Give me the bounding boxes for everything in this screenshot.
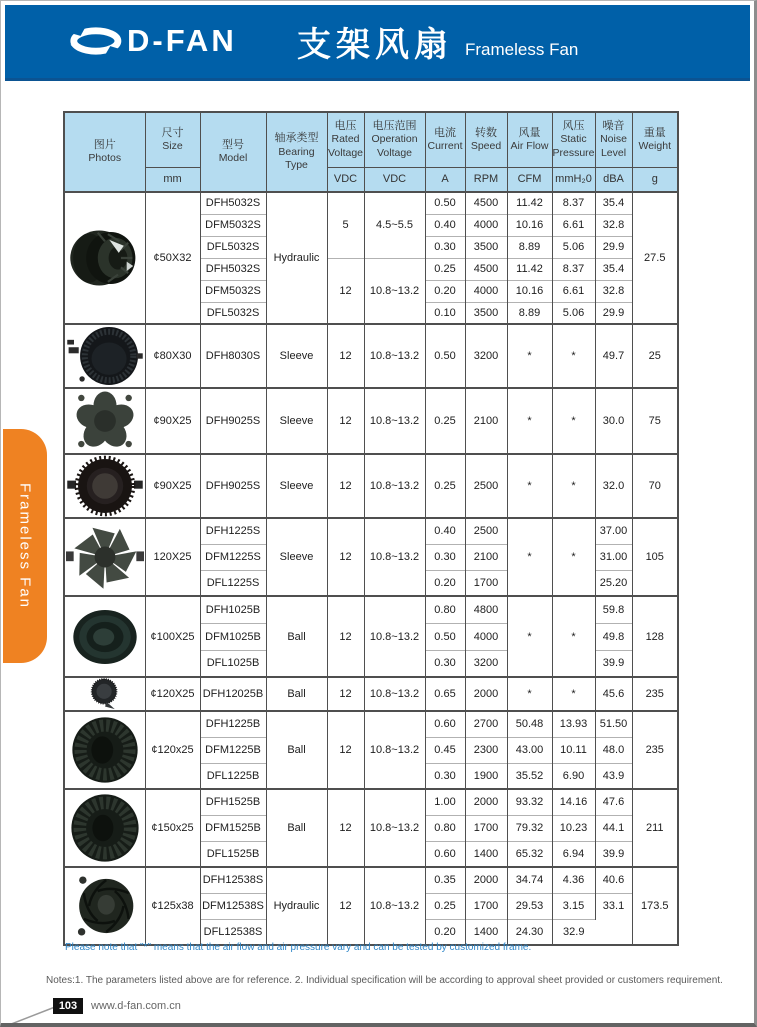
static-pressure-cell: 3.15 (552, 893, 595, 919)
spec-row (64, 867, 678, 893)
static-pressure-cell: 6.94 (552, 841, 595, 867)
air-flow-cell: 8.89 (507, 302, 552, 324)
model-cell: DFH12025B (200, 677, 266, 711)
static-pressure-cell: 14.16 (552, 789, 595, 815)
operation-voltage-cell: 10.8~13.2 (364, 454, 425, 518)
air-flow-cell: 34.74 (507, 867, 552, 893)
current-cell: 1.00 (425, 789, 465, 815)
speed-cell: 1400 (465, 919, 507, 945)
speed-cell: 1400 (465, 841, 507, 867)
col-current: 电流 Current (425, 112, 465, 167)
website-url: www.d-fan.com.cn (91, 1000, 181, 1012)
operation-voltage-cell: 4.5~5.5 (364, 192, 425, 258)
model-cell: DFM1025B (200, 623, 266, 650)
product-block-120x25-single (64, 677, 678, 711)
speed-cell: 1900 (465, 763, 507, 789)
header-band (5, 5, 750, 81)
size-cell: ¢125x38 (145, 867, 200, 945)
weight-cell: 105 (632, 518, 678, 596)
product-block-125x38 (64, 867, 678, 945)
model-cell: DFL1225S (200, 570, 266, 596)
size-cell: ¢90X25 (145, 454, 200, 518)
current-cell: 0.60 (425, 711, 465, 737)
current-cell: 0.65 (425, 677, 465, 711)
noise-cell: 47.6 (595, 789, 632, 815)
static-pressure-cell: 6.61 (552, 280, 595, 302)
static-pressure-cell: 10.11 (552, 737, 595, 763)
operation-voltage-cell: 10.8~13.2 (364, 324, 425, 388)
current-cell: 0.20 (425, 280, 465, 302)
noise-cell: 45.6 (595, 677, 632, 711)
speed-cell: 2000 (465, 867, 507, 893)
current-cell: 0.50 (425, 324, 465, 388)
speed-cell: 1700 (465, 893, 507, 919)
speed-cell: 4000 (465, 280, 507, 302)
size-cell: ¢50X32 (145, 192, 200, 324)
current-cell: 0.25 (425, 893, 465, 919)
noise-cell: 33.1 (595, 893, 632, 919)
model-cell: DFM5032S (200, 280, 266, 302)
noise-cell: 48.0 (595, 737, 632, 763)
rated-voltage-cell: 12 (327, 518, 364, 596)
model-cell: DFH9025S (200, 388, 266, 454)
product-block-50x32 (64, 192, 678, 324)
bearing-cell: Ball (266, 789, 327, 867)
air-flow-cell: 43.00 (507, 737, 552, 763)
weight-cell: 75 (632, 388, 678, 454)
noise-cell: 32.0 (595, 454, 632, 518)
current-cell: 0.45 (425, 737, 465, 763)
operation-voltage-cell: 10.8~13.2 (364, 789, 425, 867)
weight-cell: 211 (632, 789, 678, 867)
current-cell: 0.80 (425, 815, 465, 841)
rated-voltage-cell: 12 (327, 454, 364, 518)
col-size: 尺寸 Size (145, 112, 200, 167)
weight-cell: 235 (632, 711, 678, 789)
bearing-cell: Sleeve (266, 388, 327, 454)
current-cell: 0.50 (425, 192, 465, 214)
current-cell: 0.10 (425, 302, 465, 324)
page-title (297, 5, 578, 78)
rated-voltage-cell: 12 (327, 388, 364, 454)
size-cell: ¢120x25 (145, 711, 200, 789)
static-pressure-cell: * (552, 596, 595, 677)
model-cell: DFH8030S (200, 324, 266, 388)
operation-voltage-cell: 10.8~13.2 (364, 867, 425, 945)
operation-voltage-cell: 10.8~13.2 (364, 258, 425, 324)
weight-cell: 70 (632, 454, 678, 518)
spec-row (64, 192, 678, 214)
rated-voltage-cell: 12 (327, 789, 364, 867)
current-cell: 0.80 (425, 596, 465, 623)
unit-vdc-operation: VDC (364, 167, 425, 192)
model-cell: DFM1225S (200, 544, 266, 570)
speed-cell: 2500 (465, 454, 507, 518)
operation-voltage-cell: 10.8~13.2 (364, 518, 425, 596)
product-block-80x30 (64, 324, 678, 388)
size-cell: 120X25 (145, 518, 200, 596)
operation-voltage-cell: 10.8~13.2 (364, 711, 425, 789)
fan-photo-dome-bracket (64, 677, 145, 711)
current-cell: 0.30 (425, 763, 465, 789)
noise-cell: 39.9 (595, 841, 632, 867)
air-flow-cell: * (507, 388, 552, 454)
static-pressure-cell: 6.90 (552, 763, 595, 789)
rated-voltage-cell: 12 (327, 258, 364, 324)
model-cell: DFH9025S (200, 454, 266, 518)
unit-gram: g (632, 167, 678, 192)
col-operation-voltage: 电压范围 Operation Voltage (364, 112, 425, 167)
unit-dba: dBA (595, 167, 632, 192)
air-flow-cell: 10.16 (507, 214, 552, 236)
spec-row (64, 454, 678, 518)
page-number: 103 (53, 998, 83, 1014)
static-pressure-cell: * (552, 324, 595, 388)
rated-voltage-cell: 5 (327, 192, 364, 258)
spec-row (64, 388, 678, 454)
current-cell: 0.35 (425, 867, 465, 893)
product-block-100x25 (64, 596, 678, 677)
air-flow-cell: 79.32 (507, 815, 552, 841)
noise-cell: 32.9 (552, 919, 595, 945)
air-flow-cell: 93.32 (507, 789, 552, 815)
spec-row (64, 711, 678, 737)
air-flow-cell: * (507, 518, 552, 596)
current-cell: 0.60 (425, 841, 465, 867)
fan-photo-dome-rings (64, 596, 145, 677)
model-cell: DFH1225B (200, 711, 266, 737)
rated-voltage-cell: 12 (327, 677, 364, 711)
product-block-120x25-b (64, 711, 678, 789)
bearing-cell: Sleeve (266, 454, 327, 518)
static-pressure-cell: * (552, 454, 595, 518)
current-cell: 0.20 (425, 570, 465, 596)
reference-notes: Notes:1. The parameters listed above are for reference. 2. Individual specification will be according to approval sheet provided or customers requirement. (46, 975, 723, 986)
col-model: 型号 Model (200, 112, 266, 192)
spec-row (64, 677, 678, 711)
noise-cell: 40.6 (595, 867, 632, 893)
current-cell: 0.25 (425, 454, 465, 518)
col-air-flow: 风量 Air Flow (507, 112, 552, 167)
spec-row (64, 789, 678, 815)
speed-cell: 3500 (465, 236, 507, 258)
noise-cell: 49.8 (595, 623, 632, 650)
unit-mmh2o: mmH₂0 (552, 167, 595, 192)
air-flow-cell: 29.53 (507, 893, 552, 919)
noise-cell: 44.1 (595, 815, 632, 841)
col-rated-voltage: 电压 Rated Voltage (327, 112, 364, 167)
bearing-cell: Sleeve (266, 518, 327, 596)
noise-cell: 37.00 (595, 518, 632, 544)
col-bearing-type: 轴承类型 Bearing Type (266, 112, 327, 192)
product-block-90x25-b (64, 454, 678, 518)
noise-cell: 30.0 (595, 388, 632, 454)
bearing-cell: Hydraulic (266, 867, 327, 945)
speed-cell: 3200 (465, 324, 507, 388)
static-pressure-cell: 8.37 (552, 192, 595, 214)
speed-cell: 4500 (465, 192, 507, 214)
speed-cell: 1700 (465, 815, 507, 841)
speed-cell: 1700 (465, 570, 507, 596)
col-speed: 转数 Speed (465, 112, 507, 167)
unit-cfm: CFM (507, 167, 552, 192)
noise-cell: 29.9 (595, 302, 632, 324)
speed-cell: 4500 (465, 258, 507, 280)
bearing-cell: Ball (266, 677, 327, 711)
current-cell: 0.50 (425, 623, 465, 650)
air-flow-cell: 10.16 (507, 280, 552, 302)
model-cell: DFH1525B (200, 789, 266, 815)
static-pressure-cell: 4.36 (552, 867, 595, 893)
noise-cell: 35.4 (595, 258, 632, 280)
model-cell: DFH12538S (200, 867, 266, 893)
fan-photo-centrifugal-impeller (64, 192, 145, 324)
speed-cell: 2100 (465, 388, 507, 454)
col-static-pressure: 风压 Static Pressure (552, 112, 595, 167)
brand-logo (67, 23, 237, 59)
weight-cell: 235 (632, 677, 678, 711)
air-flow-cell: 11.42 (507, 258, 552, 280)
model-cell: DFL5032S (200, 302, 266, 324)
air-flow-cell: 50.48 (507, 711, 552, 737)
size-cell: ¢90X25 (145, 388, 200, 454)
speed-cell: 2000 (465, 789, 507, 815)
static-pressure-cell: 6.61 (552, 214, 595, 236)
rated-voltage-cell: 12 (327, 596, 364, 677)
model-cell: DFM12538S (200, 893, 266, 919)
model-cell: DFL1525B (200, 841, 266, 867)
unit-rpm: RPM (465, 167, 507, 192)
table-header (64, 112, 678, 192)
operation-voltage-cell: 10.8~13.2 (364, 596, 425, 677)
size-cell: ¢80X30 (145, 324, 200, 388)
current-cell: 0.40 (425, 214, 465, 236)
static-pressure-cell: * (552, 677, 595, 711)
speed-cell: 2100 (465, 544, 507, 570)
static-pressure-cell: 8.37 (552, 258, 595, 280)
unit-vdc-rated: VDC (327, 167, 364, 192)
logo-text: D-FAN (127, 23, 237, 58)
noise-cell: 59.8 (595, 596, 632, 623)
side-tab-frameless-fan (3, 429, 47, 663)
fan-photo-swirl-blade (64, 867, 145, 945)
air-flow-cell: 65.32 (507, 841, 552, 867)
static-pressure-cell: 10.23 (552, 815, 595, 841)
current-cell: 0.30 (425, 544, 465, 570)
model-cell: DFH5032S (200, 258, 266, 280)
product-block-90x25-a (64, 388, 678, 454)
unit-ampere: A (425, 167, 465, 192)
air-flow-cell: 11.42 (507, 192, 552, 214)
static-pressure-cell: 5.06 (552, 302, 595, 324)
size-cell: ¢100X25 (145, 596, 200, 677)
current-cell: 0.25 (425, 258, 465, 280)
spec-row (64, 596, 678, 623)
noise-cell: 32.8 (595, 214, 632, 236)
dfan-swirl-icon (67, 24, 123, 58)
side-tab-label: Frameless Fan (16, 482, 34, 610)
bearing-cell: Sleeve (266, 324, 327, 388)
noise-cell: 25.20 (595, 570, 632, 596)
air-flow-cell: 35.52 (507, 763, 552, 789)
model-cell: DFL5032S (200, 236, 266, 258)
title-english: Frameless Fan (465, 39, 579, 59)
current-cell: 0.20 (425, 919, 465, 945)
air-flow-cell: * (507, 324, 552, 388)
air-flow-cell: 8.89 (507, 236, 552, 258)
noise-cell: 51.50 (595, 711, 632, 737)
operation-voltage-cell: 10.8~13.2 (364, 677, 425, 711)
weight-cell: 25 (632, 324, 678, 388)
model-cell: DFH1225S (200, 518, 266, 544)
noise-cell: 32.8 (595, 280, 632, 302)
size-cell: ¢150x25 (145, 789, 200, 867)
model-cell: DFL1225B (200, 763, 266, 789)
col-weight: 重量 Weight (632, 112, 678, 167)
spec-table (63, 111, 679, 946)
speed-cell: 2000 (465, 677, 507, 711)
rated-voltage-cell: 12 (327, 711, 364, 789)
rated-voltage-cell: 12 (327, 324, 364, 388)
size-cell: ¢120X25 (145, 677, 200, 711)
asterisk-note: Please note that "*" means that the air flow and air pressure vary and can be tested by customized frame. (65, 942, 532, 953)
rated-voltage-cell: 12 (327, 867, 364, 945)
noise-cell: 49.7 (595, 324, 632, 388)
current-cell: 0.30 (425, 650, 465, 677)
current-cell: 0.25 (425, 388, 465, 454)
speed-cell: 4800 (465, 596, 507, 623)
title-chinese: 支架风扇 (297, 26, 453, 64)
fan-photo-axial-5-blade (64, 388, 145, 454)
product-block-150x25 (64, 789, 678, 867)
model-cell: DFH1025B (200, 596, 266, 623)
spec-row (64, 324, 678, 388)
fan-photo-axial-7-blade (64, 518, 145, 596)
model-cell: DFH5032S (200, 192, 266, 214)
air-flow-cell: * (507, 596, 552, 677)
fan-photo-serrated-round (64, 454, 145, 518)
current-cell: 0.40 (425, 518, 465, 544)
fan-photo-round-blower (64, 324, 145, 388)
model-cell: DFM1525B (200, 815, 266, 841)
product-block-120x25-s (64, 518, 678, 596)
noise-cell: 31.00 (595, 544, 632, 570)
air-flow-cell: * (507, 454, 552, 518)
unit-mm: mm (145, 167, 200, 192)
weight-cell: 27.5 (632, 192, 678, 324)
weight-cell: 128 (632, 596, 678, 677)
noise-cell: 43.9 (595, 763, 632, 789)
footer-diagonal-line (1, 1001, 57, 1027)
bearing-cell: Hydraulic (266, 192, 327, 324)
speed-cell: 2500 (465, 518, 507, 544)
spec-row (64, 518, 678, 544)
model-cell: DFL12538S (200, 919, 266, 945)
fan-photo-centrifugal-round-large (64, 789, 145, 867)
model-cell: DFM1225B (200, 737, 266, 763)
noise-cell: 39.9 (595, 650, 632, 677)
static-pressure-cell: 5.06 (552, 236, 595, 258)
speed-cell: 2300 (465, 737, 507, 763)
current-cell: 0.30 (425, 236, 465, 258)
bearing-cell: Ball (266, 596, 327, 677)
speed-cell: 4000 (465, 623, 507, 650)
weight-cell: 173.5 (632, 867, 678, 945)
speed-cell: 4000 (465, 214, 507, 236)
model-cell: DFM5032S (200, 214, 266, 236)
noise-cell: 29.9 (595, 236, 632, 258)
bearing-cell: Ball (266, 711, 327, 789)
col-photos: 图片 Photos (64, 112, 145, 192)
static-pressure-cell: * (552, 518, 595, 596)
air-flow-cell: * (507, 677, 552, 711)
model-cell: DFL1025B (200, 650, 266, 677)
speed-cell: 3200 (465, 650, 507, 677)
speed-cell: 2700 (465, 711, 507, 737)
fan-photo-centrifugal-round (64, 711, 145, 789)
noise-cell: 35.4 (595, 192, 632, 214)
static-pressure-cell: * (552, 388, 595, 454)
operation-voltage-cell: 10.8~13.2 (364, 388, 425, 454)
static-pressure-cell: 13.93 (552, 711, 595, 737)
air-flow-cell: 24.30 (507, 919, 552, 945)
col-noise-level: 噪音 Noise Level (595, 112, 632, 167)
speed-cell: 3500 (465, 302, 507, 324)
